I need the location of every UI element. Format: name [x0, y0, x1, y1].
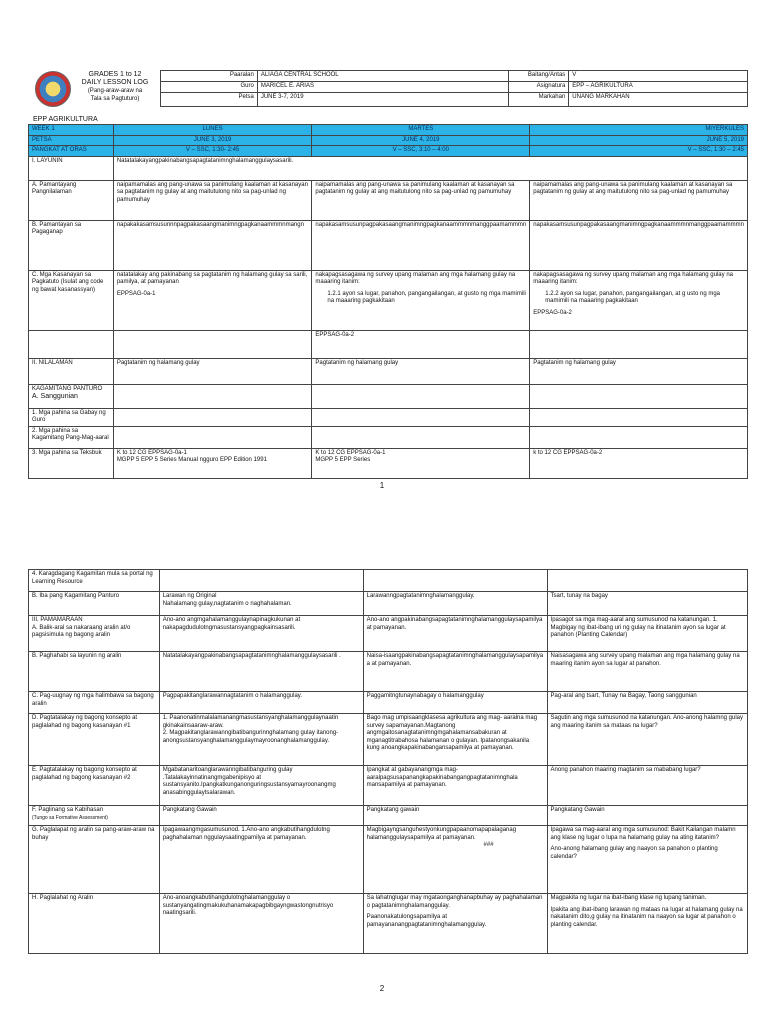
empty-cell [312, 384, 530, 408]
paglalapat-label: G. Paglalapat ng aralin sa pang-araw-araw na buhay [29, 826, 160, 894]
paghahabi-lunes: Natatalakayangpakinabangsapagtatanimnghalamanggulaysasarili . [159, 652, 363, 692]
pag-uugnay-lunes: Pagpapakitanglarawannagtatanim o halamanggulay. [159, 692, 363, 714]
teksbuk-miyerkules: k to 12 CG EPPSAG-0a-2 [530, 448, 748, 478]
pangnilalaman-miyerkules: naipamamalas ang pang-unawa sa panimulang kaalaman at kasanayan sa pagtatanim ng gulay at ang maitutulong nito sa pag-unlad ng pamumuhay [530, 180, 748, 220]
oras-martes: V – SSC, 3:10 – 4:00 [312, 146, 530, 157]
pagtatalakay-1-martes: Bago mag umpisaangklasesa agrikultura ang mag- aaralna mag survey sapamayanan.Magtanong angmgaitosanagtatanimngmgahalamansabakuran at mganagtitrabahosa halamanan o gulayan. Ipatanongsakanila kung anoangkapakinabangansapamilya at pamayanan. [363, 714, 547, 766]
markahan-label: Markahan [509, 93, 569, 107]
paglalapat-miyerkules [547, 826, 747, 894]
empty-cell [363, 570, 547, 592]
kasanayan-martes-code: EPPSAG-0a-2 [312, 330, 530, 358]
day-miyerkules: MIYERKULES [530, 125, 748, 136]
pagtatalakay-1-lunes [159, 714, 363, 766]
pamamaraan-label: III. PAMAMARAAN [32, 617, 83, 623]
paglalahat-martes-2: Paanonakatulongsapamilya at pamayananangpagtatanimnghalamanggulay. [366, 914, 487, 928]
oras-lunes: V – SSC, 1:30- 2:45 [113, 146, 312, 157]
paglalahat-miyerkules [547, 894, 747, 954]
kasanayan-lunes-text: natatalakay ang pakinabang sa pagtatanim ng halamang gulay sa sarili, pamilya, at pamayanan [116, 271, 308, 285]
date-martes: JUNE 4, 2019 [312, 135, 530, 146]
pagtatalakay-1-lunes-2: 2. Magpakitanglarawanngibatibangurinnghalamang gulay itanong-anongsustansyanghalamanggulaymayroonanghalamanggulay. [162, 730, 339, 744]
nilalaman-lunes: Pagtatanim ng halamang gulay [113, 358, 312, 384]
paglalapat-miyerkules-2: Ano-anong halamang gulay ang naayon sa panahon o planting calendar? [550, 846, 718, 860]
iba-pang-kagamitan-lunes-2: Nahalamang gulay,nagtatanim o naghahalaman. [162, 600, 292, 607]
kasanayan-martes-text: nakapagsasagawa ng survey upang malaman ang mga halamang gulay na maaaring itanim: [315, 271, 516, 285]
pagtatalakay-2-label: E. Pagtatalakay ng bagong konsepto at paglalahad ng bagong kasanayan #2 [29, 766, 160, 806]
paglinang-text: F. Paglinang sa Kabihasan [32, 807, 104, 813]
paglinang-martes: Pangkatang gawain [363, 806, 547, 826]
paghahabi-martes: Naisa-isaangpakinabangsapagtatanimnghalamanggulaysapamilya a at pamayanan. [363, 652, 547, 692]
empty-cell [312, 408, 530, 426]
day-lunes: LUNES [113, 125, 312, 136]
pamantayang-pangnilalaman-label: A. Pamantayang Pangnilalaman [29, 180, 114, 220]
kasanayan-miyerkules-code: EPPSAG-0a-2 [533, 309, 572, 316]
paglinang-sub: (Tungo sa Formative Assessment) [32, 814, 108, 821]
deped-seal-logo [35, 71, 71, 107]
subtitle-line-2: Tala sa Pagtuturo) [90, 96, 140, 102]
pagaganap-martes: napakasamsusunpagpakasaangmanimngpagkanaammmnmanggpaamammmn [312, 220, 530, 270]
paghahabi-miyerkules: Naisasagawa ang survey upang malaman ang mga halamang gulay na maaring itanim ayon sa lugar at panahon. [547, 652, 747, 692]
pagtatalakay-1-lunes-1: 1. Paanonatinmalalamanangmasustansyanghalamanggulaynaatin gkinakainsaaraw-araw. [162, 715, 339, 729]
title-line-1: GRADES 1 to 12 [88, 71, 142, 78]
empty-cell [530, 330, 748, 358]
paglalapat-miyerkules-1: Ipagawa sa mag-aaral ang mga sumusunod: Bakit Kailangan malamn ang klase ng lugar o lupa na halamang gulay na ating itatanim? [550, 827, 736, 841]
kasanayan-miyerkules-item: 1.2.2 ayon sa lugar, panahon, pangangailangan, at g usto ng mga mamimili na maaaring pagkakitaan [545, 290, 720, 304]
paglalahat-martes [363, 894, 547, 954]
date-lunes: JUNE 3, 2019 [113, 135, 312, 146]
karagdagang-kagamitan-label: 4. Karagdagang Kagamitan mula sa portal ng Learning Resource [29, 570, 160, 592]
empty-cell [113, 330, 312, 358]
empty-cell [113, 426, 312, 448]
baitang-label: Baitang/Antas [509, 71, 569, 82]
paaralan-label: Paaralan [161, 71, 258, 82]
empty-cell [547, 570, 747, 592]
paglalahat-miyerkules-2: Ipakita ang ibat-ibang larawan ng mataas na lugar at halamang gulay na nakatanim dito,g gulay na itinatanim na naayon sa lugar at panahon o planting calendar. [550, 906, 743, 928]
pangkat-row-label: PANGKAT AT ORAS [29, 146, 114, 157]
kasanayan-label-line-1: C. Mga Kasanayan sa [32, 271, 92, 278]
empty-cell [113, 408, 312, 426]
nilalaman-miyerkules: Pagtatanim ng halamang gulay [530, 358, 748, 384]
dll-title [75, 71, 155, 103]
paglinang-lunes: Pangkatang Gawain [159, 806, 363, 826]
empty-cell [530, 426, 748, 448]
petsa-label: Petsa [161, 93, 258, 107]
kasanayan-label-line-3: ng bawat kasanassyan) [32, 286, 96, 293]
kasanayan-martes-item: 1.2.1 ayon sa lugar, panahon, pangangailangan, at gusto ng mga mamimili na maaaring pagkakitaan [327, 290, 526, 304]
asignatura-value: EPP – AGRIKULTURA [569, 82, 748, 93]
layunin-text: Natatalakayangpakinabangsapagtatanimnghalamanggulaysasarili. [113, 156, 747, 180]
balik-aral-label [29, 616, 160, 652]
kasanayan-label [29, 270, 114, 330]
paglalapat-martes-2: ### [483, 842, 494, 848]
gabay-ng-guro-label: 1. Mga pahina sa Gabay ng Guro [29, 408, 114, 426]
empty-cell [312, 426, 530, 448]
petsa-value: JUNE 3-7, 2019 [257, 93, 508, 107]
layunin-label: I. LAYUNIN [29, 156, 114, 180]
empty-cell [29, 330, 114, 358]
kasanayan-miyerkules [530, 270, 748, 330]
kagamitang-panturo-label: KAGAMITANG PANTURO [32, 385, 103, 392]
paglalahat-lunes: Ano-anoangkabutihangdulotnghalamanggulay o sustanyangatingmakukuhanamakapagbibgayngwastongnutrisyo naatingsarili. [159, 894, 363, 954]
iba-pang-kagamitan-miyerkules: Tsart, tunay na bagay [547, 592, 747, 616]
iba-pang-kagamitan-label: B. Iba pang Kagamitang Panturo [29, 592, 160, 616]
teksbuk-martes [312, 448, 530, 478]
pag-uugnay-label: C. Pag-uugnay ng mga halimbawa sa bagong aralin [29, 692, 160, 714]
page-number-1: 1 [379, 481, 385, 490]
oras-miyerkules: V – SSC, 1:30 – 2:45 [530, 146, 748, 157]
guro-label: Guro [161, 82, 258, 93]
iba-pang-kagamitan-martes: Larawanngpagtatanimnghalamanggulay. [363, 592, 547, 616]
balik-aral-martes: Ano-ano angpakinabangsapagtatanimnghalamanggulaysapamilya at pamayanan. [363, 616, 547, 652]
pag-uugnay-martes: Paggamitngtunaynabagay o halamanggulay [363, 692, 547, 714]
kasanayan-label-line-2: Pagkatuto (Isulat ang code [32, 279, 104, 285]
kasanayan-lunes-code: EPPSAG-0a-1 [116, 290, 156, 297]
balik-aral-text: A. Balik-aral sa nakaraang aralin at/o pagsisimula ng bagong aralin [32, 624, 131, 638]
empty-cell [530, 384, 748, 408]
paaralan-value: ALIAGA CENTRAL SCHOOL [257, 71, 508, 82]
iba-pang-kagamitan-lunes-1: Larawan ng Original [162, 593, 217, 599]
balik-aral-lunes: Ano-ano angmgahalamanggulaynapinagkukunan at nakapagdudulotngmasustansyangpagkainsasarili. [159, 616, 363, 652]
lesson-table-page-2 [28, 569, 748, 954]
subject-heading: EPP AGRIKULTURA [33, 116, 98, 123]
pagaganap-miyerkules: napakasamsusunpagpakasaangmanimngpagkanaammmnmanggpaamammmn [530, 220, 748, 270]
pangnilalaman-martes: naipamamalas ang pang-unawa sa panimulang kaalaman at kasanayan sa pagtatanim ng gulay at ang maitutulong nito sa pag-unlad ng pamumuhay [312, 180, 530, 220]
paglalahat-miyerkules-1: Magpakita ng lugar na ibat-ibang klase ng lupang taniman. [550, 895, 707, 901]
date-miyerkules: JUNE 5, 2019 [530, 135, 748, 146]
page-number-2: 2 [379, 984, 385, 993]
kasanayan-martes [312, 270, 530, 330]
asignatura-label: Asignatura [509, 82, 569, 93]
petsa-row-label: PETSA [29, 135, 114, 146]
baitang-value: V [569, 71, 748, 82]
markahan-value: UNANG MARKAHAN [569, 93, 748, 107]
paglalahat-martes-1: Sa lahatnglugar may mgataonganghanapbuhay ay paghahalaman o pagtatanimnghalamanggulay. [366, 895, 543, 909]
kagamitang-mag-aaral-label: 2. Mga pahina sa Kagamitang Pang-Mag-aaral [29, 426, 114, 448]
kasanayan-miyerkules-text: nakapagsasagawa ng survey upang malaman ang mga halamang gulay na maaaring itanim: [533, 271, 733, 285]
pagtatalakay-2-miyerkules: Anong panahon maaring magtanim sa mababang lugar? [547, 766, 747, 806]
paglinang-miyerkules: Pangkatang Gawain [547, 806, 747, 826]
teksbuk-lunes [113, 448, 312, 478]
pagtatalakay-2-martes: Ipangkat at gabayanangmga mag-aaralpagsusapanangkapakinabangangpagtatanimnghala mansapamilya at pamayanan. [363, 766, 547, 806]
nilalaman-label: II. NILALAMAN [29, 358, 114, 384]
empty-cell [159, 570, 363, 592]
header-info-table [160, 70, 748, 107]
teksbuk-martes-2: MGPP 5 EPP Series [315, 457, 371, 463]
teksbuk-lunes-2: MGPP 5 EPP 5 Series Manual ngguro EPP Edition 1991 [116, 457, 267, 463]
balik-aral-miyerkules: Ipasagot sa mga mag-aaral ang sumusunod na katanungan. 1. Magbigay ng ibat-ibang uri ng gulay na itinatanim ayon sa lugar at panahon (Planting Calendar) [547, 616, 747, 652]
pamantayan-pagaganap-label: B. Pamantayan sa Pagaganap [29, 220, 114, 270]
teksbuk-label: 3. Mga pahina sa Teksbuk [29, 448, 114, 478]
paglalapat-martes [363, 826, 547, 894]
paglalapat-lunes: Ipagawaangmgasumusunod. 1.Ano-ano angkabutihangdulotng paghahalaman nggulaysaatingpamilya at pamayanan. [159, 826, 363, 894]
paglalahat-label: H. Paglalahat ng Aralin [29, 894, 160, 954]
guro-value: MARICEL E. ARIAS [257, 82, 508, 93]
week-label: WEEK 1 [29, 125, 114, 136]
iba-pang-kagamitan-lunes [159, 592, 363, 616]
day-martes: MARTES [312, 125, 530, 136]
empty-cell [530, 408, 748, 426]
pag-uugnay-miyerkules: Pag-aral ang tsart, Tunay na Bagay, Taong sanggunian [547, 692, 747, 714]
teksbuk-martes-1: K to 12 CG EPPSAG-0a-1 [315, 449, 386, 456]
nilalaman-martes: Pagtatanim ng halamang gulay [312, 358, 530, 384]
pagtatalakay-2-lunes: Mgabatanaritoanglarawanngibatibanguring gulay .Tatalakayinnatinangmgabenipisyo at sustansyanito.Ipangkatkunganonguringsustansyamayroonangmg anasabinggulaytsalarawan. [159, 766, 363, 806]
title-line-2: DAILY LESSON LOG [81, 79, 149, 86]
kasanayan-lunes [113, 270, 312, 330]
pagtatalakay-1-miyerkules: Sagutin ang mga sumusunod na katanungan. Ano-anong halamng gulay ang maaring itanim sa mataas na lugar? [547, 714, 747, 766]
pagtatalakay-1-label: D. Pagtatalakay ng bagong konsepto at paglalahad ng bagong kasanayan #1 [29, 714, 160, 766]
pangnilalaman-lunes: naipamamalas ang pang-unawa sa panimulang kaalaman at kasanayan sa pagtatanim ng gulay at ang maitutulong nito sa pag-unlad ng pamumuhay [113, 180, 312, 220]
subtitle-line-1: (Pang-araw-araw na [87, 88, 143, 94]
paglalapat-martes-1: Magbigayngsanguhestyonkungpapaanomapapalaganag halamanggulaysapamilya at pamayanan. [366, 827, 517, 841]
sanggunian-label: A. Sanggunian [32, 393, 78, 400]
kagamitan-sanggunian-label [29, 384, 114, 408]
paghahabi-label: B. Paghahabi sa layunin ng aralin [29, 652, 160, 692]
empty-cell [113, 384, 312, 408]
pagaganap-lunes: napakakasamsusunnnpagpakasaangmanimngpagkanaammmnmangn [113, 220, 312, 270]
lesson-table-page-1 [28, 124, 748, 479]
paglinang-label [29, 806, 160, 826]
teksbuk-lunes-1: K to 12 CG EPPSAG-0a-1 [116, 449, 187, 456]
